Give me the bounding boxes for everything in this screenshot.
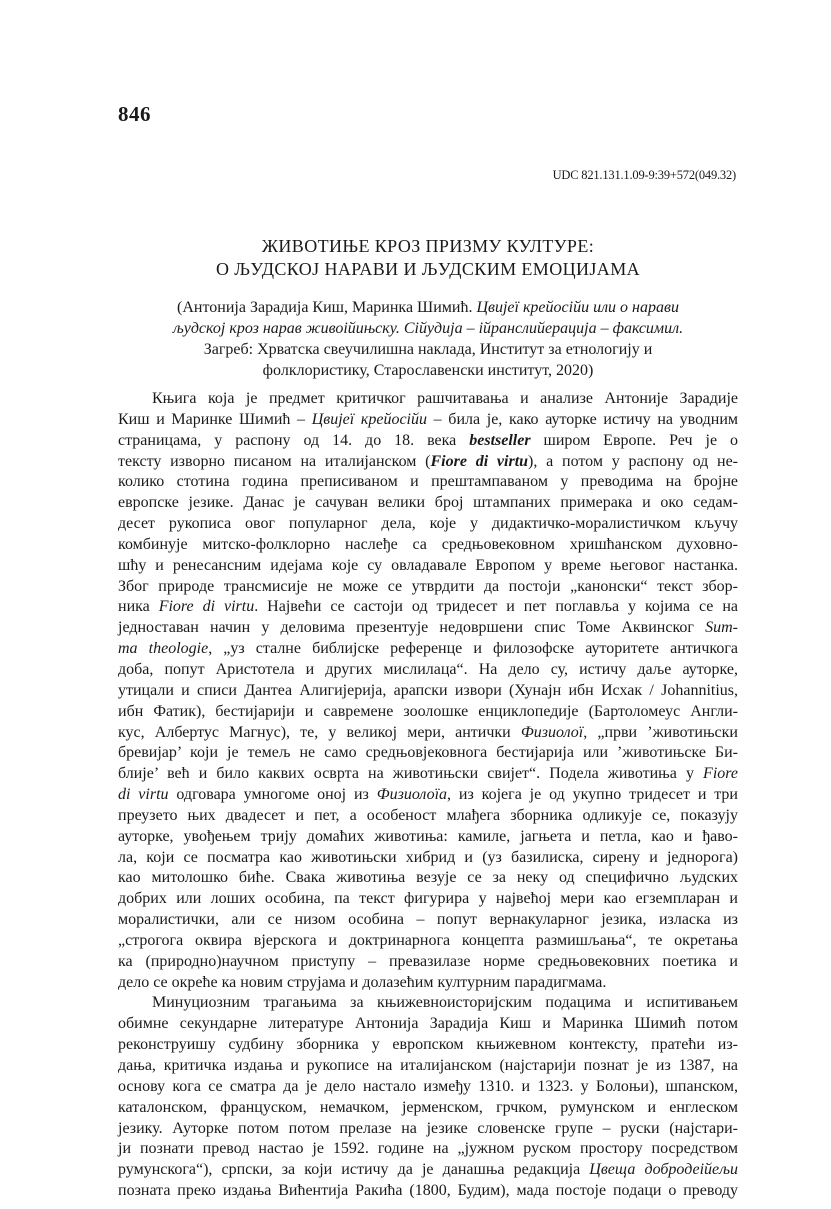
emphasized-text: Fiore di virtu	[158, 598, 255, 616]
text-run: обимне секундарне литературе Антонија Зарадија Киш и Маринка Шимић потом	[118, 1015, 738, 1033]
text-run: , „први ’животињски	[583, 723, 738, 741]
text-line	[118, 452, 738, 473]
text-line	[118, 618, 738, 639]
text-run: тексту изворно писаном на италијанском (	[118, 452, 431, 470]
text-run: као митолошко биће. Свака животиња везује се за неку од специфично људских	[118, 869, 738, 887]
text-run: . Највећи се састоји од тридесет и пет поглавља у којима се на	[254, 598, 738, 616]
emphasized-text: Физиолої	[520, 723, 584, 741]
text-line	[118, 660, 738, 681]
paragraph	[118, 389, 738, 993]
text-line	[118, 535, 738, 556]
text-line	[118, 514, 738, 535]
text-run: одговара умногоме оној из	[168, 786, 377, 804]
text-line	[118, 743, 738, 764]
text-run: ника	[118, 598, 159, 616]
bib-book-title: Цвијеї крейосійи или о нарави	[476, 299, 679, 316]
bib-line-3: Загреб: Хрватска свеучилишна наклада, Институт за етнологију и	[203, 341, 653, 358]
bib-line-2: људској кроз нарав живоійињску. Сійудија – ійранслийерација – факсимил.	[172, 320, 684, 337]
text-run: ауторке, увођењем трију домаћих животиња: камиле, јагњета и петла, као и ђаво-	[118, 827, 738, 845]
text-line	[118, 973, 738, 994]
text-run: реконструишу судбину зборника у европском књижевном контексту, пратећи из-	[118, 1036, 738, 1054]
bibliographic-reference	[118, 297, 738, 381]
text-run: , „уз сталне библијске референце и филозофске ауторитете античкога	[208, 640, 738, 658]
text-line	[118, 389, 738, 410]
text-run: Због природе трансмисије не може се утврдити да постоји „канонски“ текст збор-	[118, 577, 738, 595]
text-line	[118, 889, 738, 910]
text-run: ји познати превод настао је 1592. године на „јужном руском простору посредством	[118, 1140, 738, 1158]
text-line	[118, 493, 738, 514]
paragraph	[118, 993, 738, 1201]
text-line	[118, 1014, 738, 1035]
bib-line-1	[118, 297, 738, 318]
text-run: блије’ већ и било каквих осврта на животињски свијет“. Подела животиња у	[118, 765, 704, 783]
bib-line-4: фолклористику, Старославенски институт, 2020)	[262, 362, 594, 379]
text-line	[118, 556, 738, 577]
text-line	[118, 472, 738, 493]
title-line-1: ЖИВОТИЊЕ КРОЗ ПРИЗМУ КУЛТУРЕ:	[261, 236, 595, 256]
text-run: каталонском, француском, немачком, јерменском, грчком, румунском и енглеском	[118, 1098, 738, 1116]
text-run: основу кога се сматра да је дело настало између 1310. и 1323. у Болоњи), шпанском,	[118, 1077, 738, 1095]
emphasized-text: bestseller	[469, 431, 531, 449]
text-line	[118, 1119, 738, 1140]
article-body	[118, 389, 738, 1202]
text-run: ибн Фатик), бестијарији и савремене зоолошке енциклопедије (Бартоломеус Англи-	[118, 702, 738, 720]
emphasized-text: di virtu	[118, 786, 169, 804]
text-line	[118, 681, 738, 702]
text-line	[118, 993, 738, 1014]
emphasized-text: Sum-	[705, 619, 738, 637]
text-run: бревијар’ који је темељ не само средњовјековнога бестијарија или ’животињске Би-	[118, 744, 738, 762]
text-run: добрих или лоших особина, па текст фигурира у највећој мери као егземпларан и	[118, 890, 738, 908]
text-run: ка (природно)научном приступу – превазилазе норме средњовековних поетика и	[118, 952, 738, 970]
text-run: преузето њих двадесет и пет, а особеност млађега зборника одликује се, показују	[118, 806, 738, 824]
text-run: „строгога оквира вјерскога и доктринарнога концепта размишљања“, те окретања	[118, 931, 738, 949]
text-line	[118, 764, 738, 785]
text-line	[118, 577, 738, 598]
text-line	[118, 431, 738, 452]
text-run: Књига која је предмет критичког рашчитавања и анализе Антоније Зарадије	[152, 390, 738, 407]
text-run: дања, критичка издања и рукописе на италијанском (најстарији познат је из 1387, на	[118, 1057, 738, 1074]
text-run: утицали и списи Дантеа Алигијерија, арапски извори (Хунајн ибн Исхак / Johannitius,	[118, 681, 738, 699]
page-number: 846	[118, 102, 151, 126]
text-run: широм Европе. Реч је о	[530, 431, 739, 449]
text-run: европске језике. Данас је сачуван велики број штампаних примерака и око седам-	[118, 494, 738, 512]
bib-authors: (Антонија Зарадија Киш, Маринка Шимић.	[177, 299, 477, 316]
text-line	[118, 597, 738, 618]
emphasized-text: Цвеща добродеійељи	[589, 1161, 738, 1179]
text-line	[118, 1035, 738, 1056]
text-line	[118, 1098, 738, 1119]
text-line	[118, 702, 738, 723]
emphasized-text: Цвијеї крейосійи	[311, 410, 427, 428]
text-line	[118, 1160, 738, 1181]
text-line	[118, 806, 738, 827]
text-run: Киш и Маринке Шимић –	[118, 410, 312, 428]
text-run: – била је, како ауторке истичу на уводним	[427, 410, 739, 428]
text-run: страницама, у распону од 14. до 18. века	[118, 431, 470, 449]
text-run: колико стотина година преписиваном и прештампаваном у преводима на бројне	[118, 473, 738, 491]
text-run: доба, попут Аристотела и других мислилаца“. На дело су, истичу даље ауторке,	[118, 660, 738, 678]
text-run: , из којега је од укупно тридесет и три	[447, 786, 738, 804]
text-line	[118, 1056, 738, 1077]
text-run: моралистички, али се низом особина – попут вернакуларног језика, изласка из	[118, 911, 738, 929]
text-run: позната преко издања Вићентија Ракића (1800, Будим), мада постоје подаци о преводу	[118, 1182, 738, 1200]
text-line	[118, 723, 738, 744]
emphasized-text: ma theologie	[118, 640, 209, 658]
article-title	[118, 235, 738, 281]
text-line	[118, 827, 738, 848]
text-run: румунскога“), српски, за који истичу да је данашња редакција	[118, 1161, 590, 1179]
text-run: десет рукописа овог популарног дела, које у дидактичко-моралистичком кључу	[118, 515, 738, 533]
text-line	[118, 410, 738, 431]
text-run: једноставан начин у деловима презентује недовршени спис Томе Аквинског	[118, 619, 706, 637]
emphasized-text: Физиолоїа	[376, 786, 448, 804]
emphasized-text: Fiore	[703, 765, 738, 783]
text-run: шћу и ренесансним идејама које су овладавале Европом у време његовог настанка.	[118, 556, 738, 574]
text-line	[118, 785, 738, 806]
text-run: ), а потом у распону од не-	[528, 452, 739, 470]
text-line	[118, 639, 738, 660]
text-run: кус, Албертус Магнус), те, у великој мери, антички	[118, 723, 521, 741]
text-run: дело се окреће ка новим струјама и долазећим културним парадигмама.	[118, 973, 607, 991]
udc-code: UDC 821.131.1.09-9:39+572(049.32)	[552, 168, 736, 182]
text-run: ла, који се посматра као животињски хибрид и (уз базилиска, сирену и једнорога)	[118, 848, 738, 866]
text-line	[118, 952, 738, 973]
text-line	[118, 1077, 738, 1098]
text-run: комбинује митско-фолклорно наслеђе са средњовековном хришћанском духовно-	[118, 535, 738, 553]
text-run: језику. Ауторке потом потом прелазе на језике словенске групе – руски (најстари-	[118, 1119, 738, 1137]
text-line	[118, 1139, 738, 1160]
title-line-2: О ЉУДСКОЈ НАРАВИ И ЉУДСКИМ ЕМОЦИЈАМА	[216, 259, 640, 279]
text-run: Минуциозним трагањима за књижевноисторијским подацима и испитивањем	[152, 994, 738, 1012]
emphasized-text: Fiore di virtu	[430, 452, 529, 470]
text-line	[118, 848, 738, 869]
text-line	[118, 910, 738, 931]
text-line	[118, 931, 738, 952]
text-line	[118, 1181, 738, 1202]
text-line	[118, 868, 738, 889]
